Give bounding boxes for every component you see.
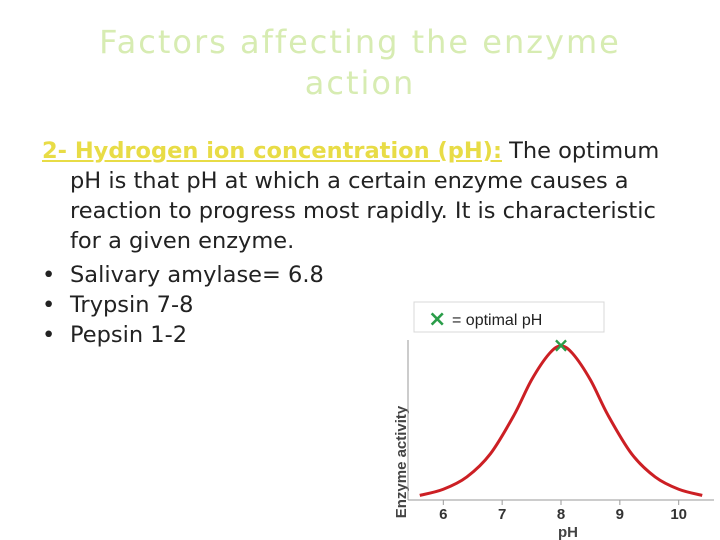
data-point — [548, 352, 551, 355]
data-point — [512, 414, 515, 417]
data-point — [418, 494, 421, 497]
ph-activity-chart — [380, 300, 720, 540]
optimal-ph-marker: × — [552, 333, 570, 357]
title-line-1: Factors affecting the enzyme — [99, 23, 621, 61]
data-point — [465, 475, 468, 478]
bullet-glyph: • — [42, 322, 56, 348]
x-tick-label: 9 — [615, 506, 625, 523]
data-point — [442, 488, 445, 491]
legend-marker: × — [428, 307, 447, 332]
x-tick-label: 8 — [556, 506, 566, 523]
data-point — [630, 452, 633, 455]
data-point — [677, 488, 680, 491]
list-item-text: Trypsin 7-8 — [70, 292, 194, 318]
x-tick-label: 10 — [670, 506, 688, 523]
bullet-glyph: • — [42, 262, 56, 288]
data-point — [571, 352, 574, 355]
data-point — [607, 414, 610, 417]
list-item-text: Salivary amylase= 6.8 — [70, 262, 324, 288]
list-item — [42, 260, 682, 290]
y-axis-label: Enzyme activity — [393, 405, 410, 519]
data-point — [701, 494, 704, 497]
activity-curve — [420, 346, 702, 495]
definition-text: The optimum pH is that pH at which a certain enzyme causes a reaction to progress most rapidly. It is characteristic for a given enzyme. — [70, 138, 660, 254]
ph-heading: 2- Hydrogen ion concentration (pH): — [42, 138, 502, 164]
data-point — [530, 378, 533, 381]
plot-area — [408, 333, 714, 523]
legend-label: = optimal pH — [452, 312, 543, 329]
definition-paragraph — [42, 136, 682, 256]
x-axis-label: pH — [558, 524, 578, 540]
data-point — [589, 378, 592, 381]
data-point — [489, 452, 492, 455]
bullet-glyph: • — [42, 292, 56, 318]
x-tick-label: 7 — [497, 506, 507, 523]
title-line-2: action — [304, 63, 416, 102]
data-point — [654, 475, 657, 478]
slide-title — [40, 22, 680, 104]
x-tick-label: 6 — [439, 506, 448, 523]
list-item-text: Pepsin 1-2 — [70, 322, 188, 348]
